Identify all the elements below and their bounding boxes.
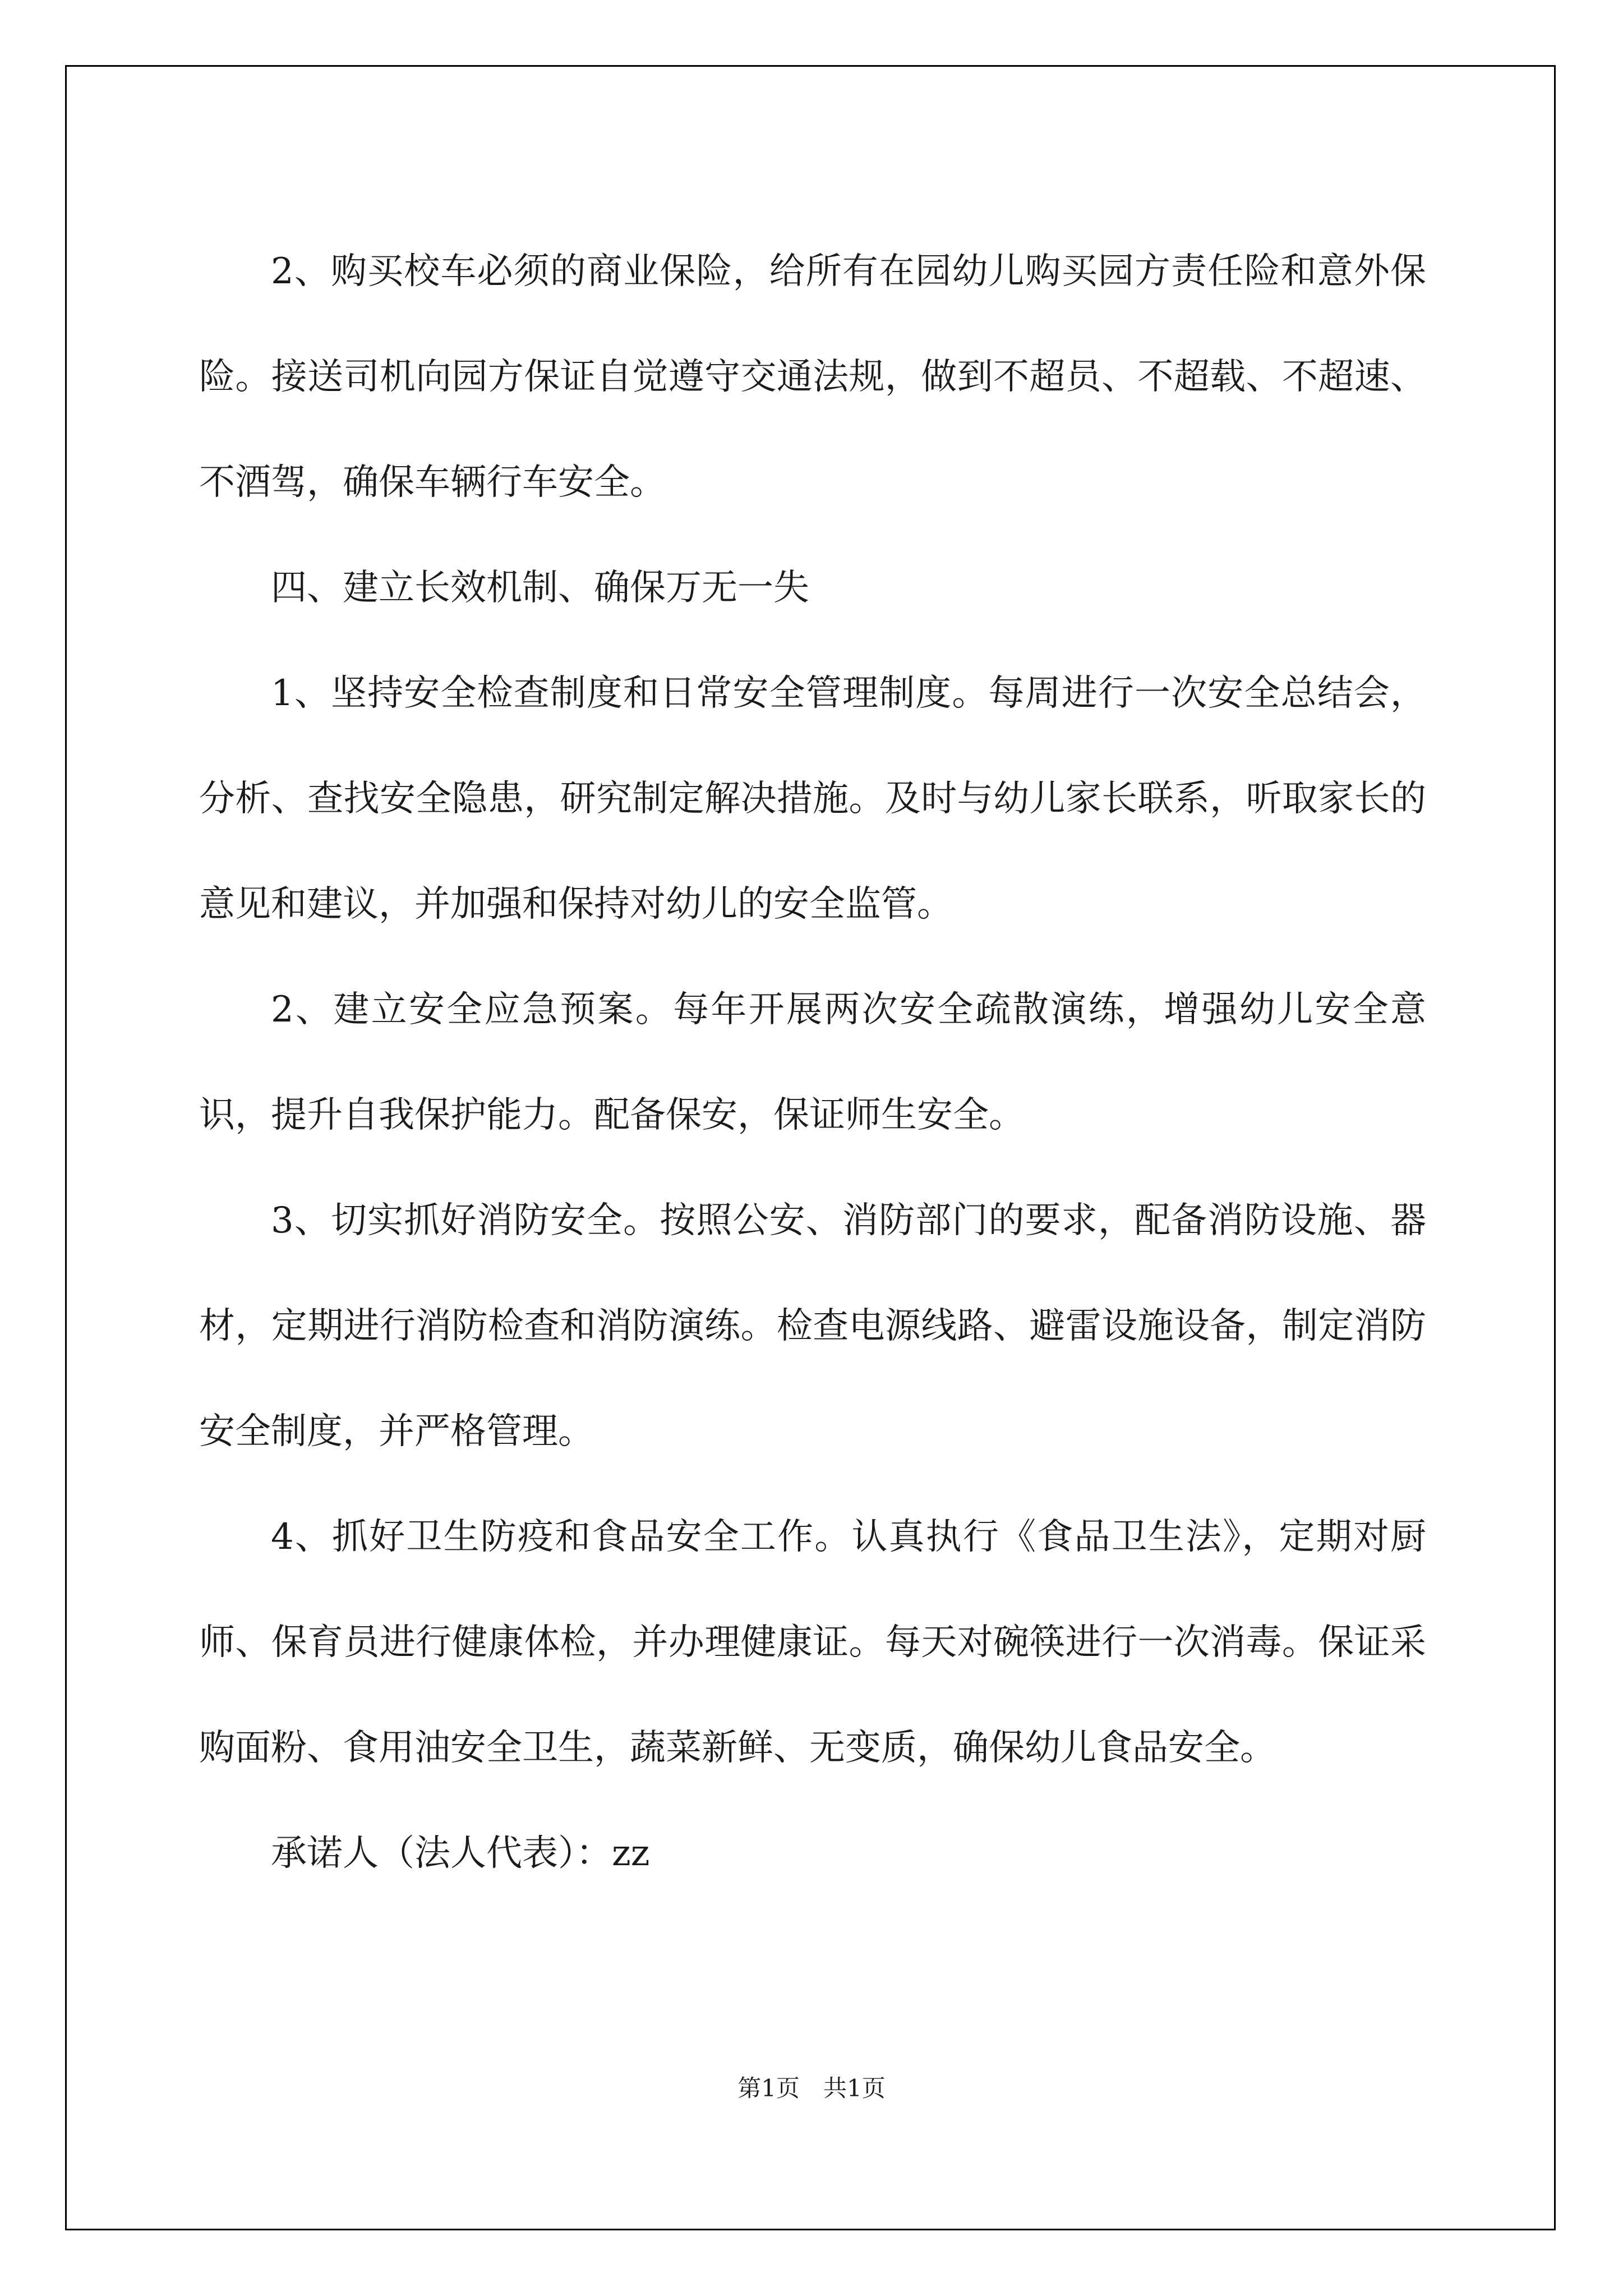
signatory-line: 承诺人（法人代表）：zz bbox=[271, 1833, 650, 1874]
document-body bbox=[199, 219, 1426, 1906]
page-number-footer: 第1页 共1页 bbox=[737, 2074, 886, 2102]
section-heading-mechanism: 四、建立长效机制、确保万无一失 bbox=[271, 567, 809, 609]
paragraph-safety-inspection: 1、坚持安全检查制度和日常安全管理制度。每周进行一次安全总结会，分析、查找安全隐患，研究制定解决措施。及时与幼儿家长联系，听取家长的意见和建议，并加强和保持对幼儿的安全监管。 bbox=[199, 673, 1426, 925]
paragraph-insurance: 2、购买校车必须的商业保险，给所有在园幼儿购买园方责任险和意外保险。接送司机向园方保证自觉遵守交通法规，做到不超员、不超载、不超速、不酒驾，确保车辆行车安全。 bbox=[199, 251, 1426, 503]
paragraph-food-safety: 4、抓好卫生防疫和食品安全工作。认真执行《食品卫生法》，定期对厨师、保育员进行健康体检，并办理健康证。每天对碗筷进行一次消毒。保证采购面粉、食用油安全卫生，蔬菜新鲜、无变质，确保幼儿食品安全。 bbox=[199, 1516, 1426, 1769]
paragraph-fire-safety: 3、切实抓好消防安全。按照公安、消防部门的要求，配备消防设施、器材，定期进行消防检查和消防演练。检查电源线路、避雷设施设备，制定消防安全制度，并严格管理。 bbox=[199, 1200, 1426, 1452]
paragraph-emergency-plan: 2、建立安全应急预案。每年开展两次安全疏散演练，增强幼儿安全意识，提升自我保护能力。配备保安，保证师生安全。 bbox=[199, 989, 1426, 1136]
